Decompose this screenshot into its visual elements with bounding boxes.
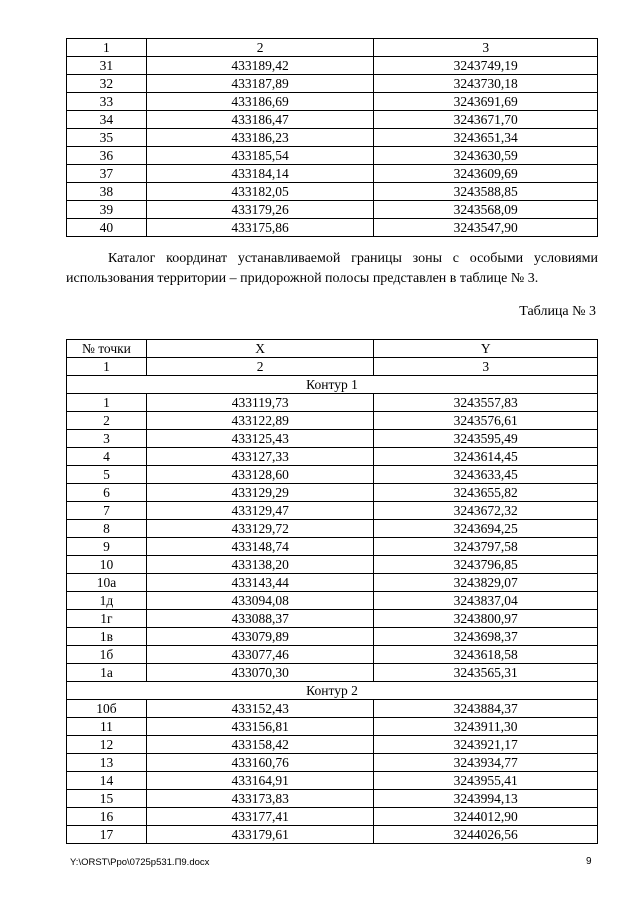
table-cell: 3243651,34 — [374, 129, 598, 147]
table-row — [67, 466, 598, 484]
table-cell: 3243796,85 — [374, 556, 598, 574]
column-number-row — [67, 39, 598, 57]
table-cell: 1г — [67, 610, 147, 628]
table-row — [67, 646, 598, 664]
table-row — [67, 574, 598, 592]
table-cell: 17 — [67, 826, 147, 844]
table-row — [67, 556, 598, 574]
table-cell: 39 — [67, 201, 147, 219]
table-cell: 3243547,90 — [374, 219, 598, 237]
table-cell: 3243797,58 — [374, 538, 598, 556]
table-cell: 433187,89 — [146, 75, 374, 93]
table-cell: 433143,44 — [146, 574, 374, 592]
table-cell: 3244012,90 — [374, 808, 598, 826]
coordinates-table-3 — [66, 339, 598, 844]
table-cell: 2 — [146, 39, 374, 57]
table-cell: 5 — [67, 466, 147, 484]
table-row — [67, 165, 598, 183]
table-row — [67, 412, 598, 430]
table-cell: 3243837,04 — [374, 592, 598, 610]
table-cell: 433119,73 — [146, 394, 374, 412]
table-cell: 433088,37 — [146, 610, 374, 628]
section-title: Контур 2 — [67, 682, 598, 700]
table-cell: 16 — [67, 808, 147, 826]
table-cell: 3243565,31 — [374, 664, 598, 682]
table-cell: 3243614,45 — [374, 448, 598, 466]
table-cell: 32 — [67, 75, 147, 93]
table-cell: 1а — [67, 664, 147, 682]
table-cell: 433158,42 — [146, 736, 374, 754]
table-row — [67, 219, 598, 237]
table-cell: 11 — [67, 718, 147, 736]
page-number: 9 — [586, 856, 592, 867]
table-cell: 433070,30 — [146, 664, 374, 682]
table-row — [67, 201, 598, 219]
table-cell: 433138,20 — [146, 556, 374, 574]
table-cell: 1 — [67, 39, 147, 57]
table-cell: 433077,46 — [146, 646, 374, 664]
table-caption: Таблица № 3 — [519, 304, 596, 319]
table-row — [67, 538, 598, 556]
table-cell: 1в — [67, 628, 147, 646]
table-cell: 3 — [67, 430, 147, 448]
table-cell: 40 — [67, 219, 147, 237]
table-cell: 3243698,37 — [374, 628, 598, 646]
table-cell: 3243730,18 — [374, 75, 598, 93]
table-cell: 2 — [146, 358, 374, 376]
table-cell: 10б — [67, 700, 147, 718]
table-cell: 3243994,13 — [374, 790, 598, 808]
table-cell: 3243694,25 — [374, 520, 598, 538]
table-cell: 9 — [67, 538, 147, 556]
table-cell: 3243911,30 — [374, 718, 598, 736]
table-cell: 3243934,77 — [374, 754, 598, 772]
table-cell: 3243672,32 — [374, 502, 598, 520]
table-cell: 3243595,49 — [374, 430, 598, 448]
table-row — [67, 502, 598, 520]
table-cell: 15 — [67, 790, 147, 808]
table-cell: 35 — [67, 129, 147, 147]
table-cell: 31 — [67, 57, 147, 75]
table-cell: 1б — [67, 646, 147, 664]
table-cell: 10 — [67, 556, 147, 574]
table-cell: 433148,74 — [146, 538, 374, 556]
table-row — [67, 700, 598, 718]
table-cell: 433173,83 — [146, 790, 374, 808]
table-cell: 433164,91 — [146, 772, 374, 790]
table-cell: 433094,08 — [146, 592, 374, 610]
table-row — [67, 610, 598, 628]
table-cell: 3243633,45 — [374, 466, 598, 484]
table-cell: 433122,89 — [146, 412, 374, 430]
table-row — [67, 736, 598, 754]
table-cell: 433184,14 — [146, 165, 374, 183]
table-cell: 3 — [374, 358, 598, 376]
table-cell: 14 — [67, 772, 147, 790]
table-cell: 3243749,19 — [374, 57, 598, 75]
table-cell: 6 — [67, 484, 147, 502]
table-cell: 2 — [67, 412, 147, 430]
table-row — [67, 430, 598, 448]
table-row — [67, 394, 598, 412]
table-cell: 36 — [67, 147, 147, 165]
table-row — [67, 718, 598, 736]
table-cell: 433186,47 — [146, 111, 374, 129]
table-cell: 3243671,70 — [374, 111, 598, 129]
table-cell: 433189,42 — [146, 57, 374, 75]
table-cell: 1 — [67, 394, 147, 412]
table-cell: 38 — [67, 183, 147, 201]
table-cell: 433129,47 — [146, 502, 374, 520]
table-cell: 3243884,37 — [374, 700, 598, 718]
table-cell: 7 — [67, 502, 147, 520]
table-cell: 3 — [374, 39, 598, 57]
table-cell: 37 — [67, 165, 147, 183]
table-cell: 3243609,69 — [374, 165, 598, 183]
catalog-paragraph: Каталог координат устанавливаемой границы зоны с особыми условиями использования территории – придорожной полосы представлен в таблице № 3. — [66, 251, 598, 286]
table-row — [67, 628, 598, 646]
table-cell: 3243955,41 — [374, 772, 598, 790]
table-cell: 3243800,97 — [374, 610, 598, 628]
table-cell: 34 — [67, 111, 147, 129]
table-cell: 12 — [67, 736, 147, 754]
table-row — [67, 448, 598, 466]
table-cell: 3243691,69 — [374, 93, 598, 111]
column-number-row — [67, 358, 598, 376]
table-cell: 433179,26 — [146, 201, 374, 219]
table-cell: 433152,43 — [146, 700, 374, 718]
table-cell: X — [146, 340, 374, 358]
table-row — [67, 754, 598, 772]
table-cell: 10а — [67, 574, 147, 592]
table-cell: 433182,05 — [146, 183, 374, 201]
table-cell: 433179,61 — [146, 826, 374, 844]
table-cell: 433127,33 — [146, 448, 374, 466]
table-cell: 433186,23 — [146, 129, 374, 147]
table-cell: 8 — [67, 520, 147, 538]
table-cell: 433129,29 — [146, 484, 374, 502]
table-cell: 433079,89 — [146, 628, 374, 646]
table-cell: 13 — [67, 754, 147, 772]
table-cell: 3243576,61 — [374, 412, 598, 430]
footer-file-path: Y:\ORST\Рро\0725р531.П9.docx — [70, 857, 210, 868]
table-cell: 3243630,59 — [374, 147, 598, 165]
table-cell: 3243588,85 — [374, 183, 598, 201]
table-row — [67, 592, 598, 610]
table-cell: 433185,54 — [146, 147, 374, 165]
table-cell: 3244026,56 — [374, 826, 598, 844]
table-cell: 1д — [67, 592, 147, 610]
table-row — [67, 772, 598, 790]
table-cell: 433156,81 — [146, 718, 374, 736]
table-cell: 433128,60 — [146, 466, 374, 484]
section-row — [67, 376, 598, 394]
table-cell: 1 — [67, 358, 147, 376]
table-cell: 433160,76 — [146, 754, 374, 772]
table-cell: 3243655,82 — [374, 484, 598, 502]
table-row — [67, 93, 598, 111]
header-row — [67, 340, 598, 358]
section-title: Контур 1 — [67, 376, 598, 394]
table-cell: 33 — [67, 93, 147, 111]
table-cell: 3243829,07 — [374, 574, 598, 592]
table-row — [67, 129, 598, 147]
table-cell: 433177,41 — [146, 808, 374, 826]
table-cell: 433186,69 — [146, 93, 374, 111]
table-cell: 4 — [67, 448, 147, 466]
table-row — [67, 57, 598, 75]
table-row — [67, 484, 598, 502]
table-row — [67, 147, 598, 165]
table-row — [67, 664, 598, 682]
table-cell: 433129,72 — [146, 520, 374, 538]
table-row — [67, 790, 598, 808]
table-cell: Y — [374, 340, 598, 358]
coordinates-table-continued — [66, 38, 598, 237]
table-cell: 3243618,58 — [374, 646, 598, 664]
table-row — [67, 826, 598, 844]
table-cell: 3243557,83 — [374, 394, 598, 412]
table-cell: 3243921,17 — [374, 736, 598, 754]
section-row — [67, 682, 598, 700]
table-cell: 433125,43 — [146, 430, 374, 448]
table-row — [67, 520, 598, 538]
table-cell: 433175,86 — [146, 219, 374, 237]
table-row — [67, 183, 598, 201]
table-row — [67, 75, 598, 93]
table-row — [67, 111, 598, 129]
table-row — [67, 808, 598, 826]
table-cell: 3243568,09 — [374, 201, 598, 219]
table-cell: № точки — [67, 340, 147, 358]
